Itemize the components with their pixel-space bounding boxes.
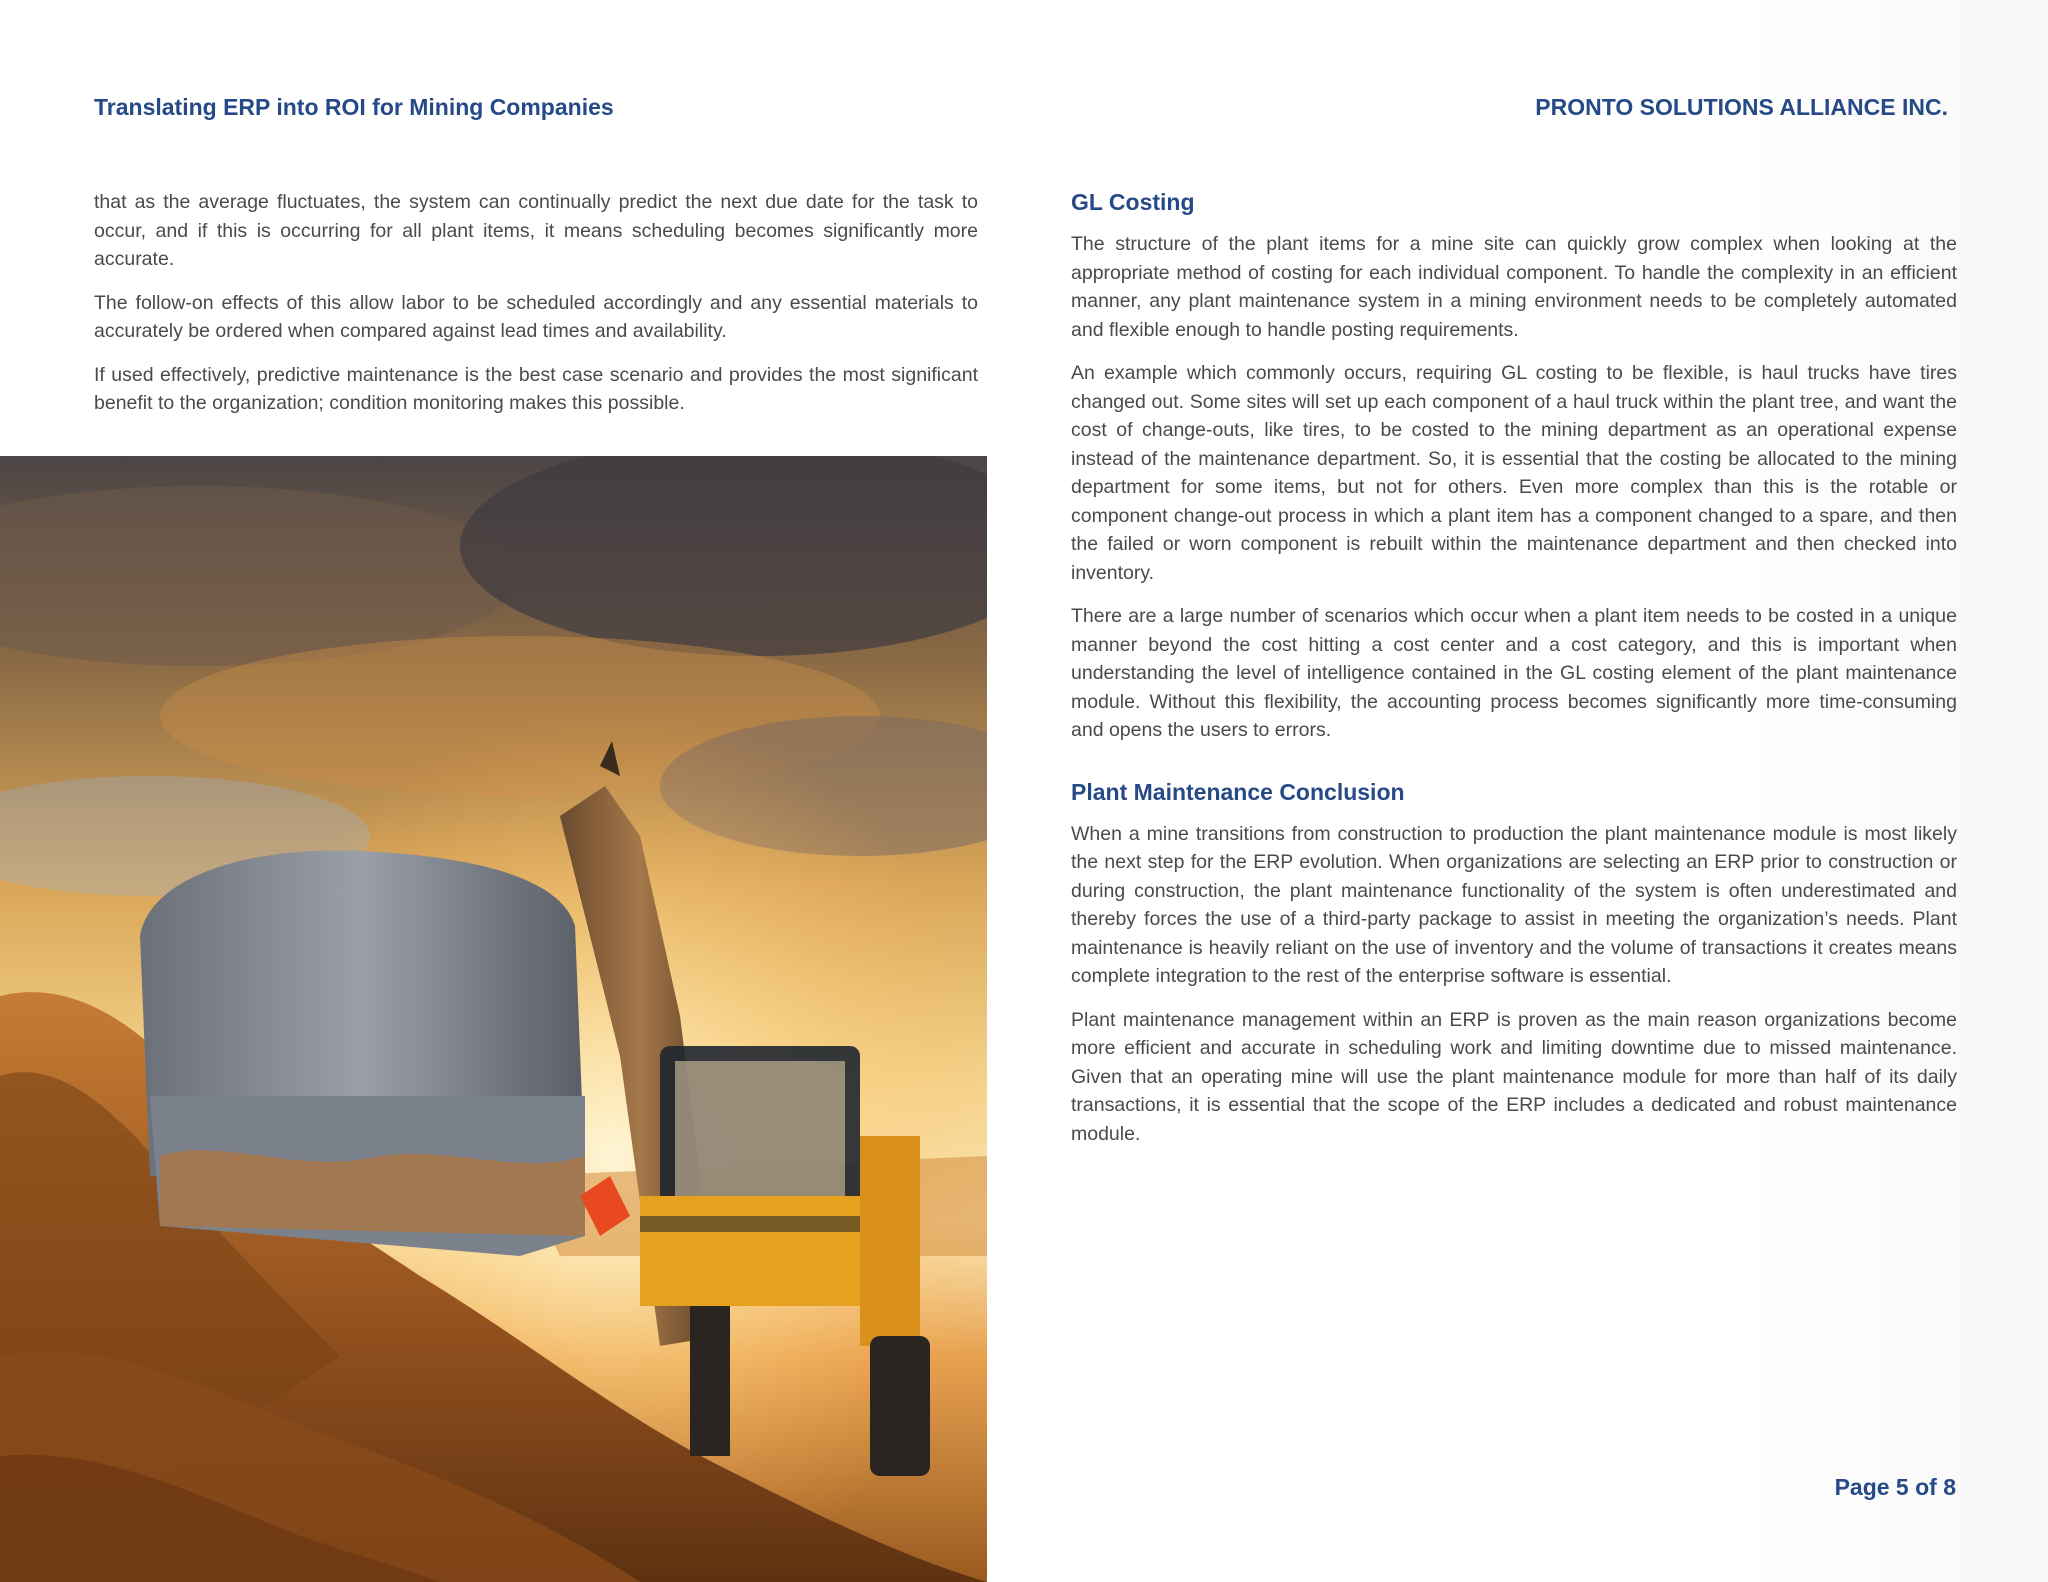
left-column	[94, 188, 978, 433]
paragraph: An example which commonly occurs, requiring GL costing to be flexible, is haul trucks have tires changed out. Some sites will set up each component of a haul truck within the plant tree, and want the cost of change-outs, like tires, to be costed to the mining department as an operational expense instead of the maintenance department. So, it is essential that the costing be allocated to the mining department for some items, but not for others. Even more complex than this is the rotable or component change-out process in which a plant item has a component changed to a spare, and then the failed or worn component is rebuilt within the maintenance department and then checked into inventory.	[1071, 362, 1957, 584]
section-spacer	[1071, 760, 1957, 778]
paragraph: that as the average fluctuates, the system can continually predict the next due date for the task to occur, and if this is occurring for all plant items, it means scheduling becomes significantly more accurate.	[94, 191, 978, 270]
section-heading-gl-costing: GL Costing	[1071, 189, 1195, 215]
organization-name: PRONTO SOLUTIONS ALLIANCE INC.	[1535, 94, 1948, 120]
paragraph: The structure of the plant items for a mine site can quickly grow complex when looking at the appropriate method of costing for each individual component. To handle the complexity in an efficient manner, any plant maintenance system in a mining environment needs to be completely automated and flexible enough to handle posting requirements.	[1071, 233, 1957, 341]
paragraph: When a mine transitions from construction to production the plant maintenance module is most likely the next step for the ERP evolution. When organizations are selecting an ERP prior to construction or during construction, the plant maintenance functionality of the system is often underestimated and thereby forces the use of a third-party package to assist in meeting the organization’s needs. Plant maintenance is heavily reliant on the use of inventory and the volume of transactions it creates means complete integration to the rest of the enterprise software is essential.	[1071, 822, 1957, 987]
excavator-photo	[0, 456, 987, 1582]
right-column	[1071, 188, 1957, 1163]
paragraph: If used effectively, predictive maintenance is the best case scenario and provides the most significant benefit to the organization; condition monitoring makes this possible.	[94, 363, 978, 414]
section-heading-plant-maintenance-conclusion: Plant Maintenance Conclusion	[1071, 778, 1405, 805]
paragraph: The follow-on effects of this allow labor to be scheduled accordingly and any essential materials to accurately be ordered when compared against lead times and availability.	[94, 291, 978, 342]
paragraph: Plant maintenance management within an ERP is proven as the main reason organizations become more efficient and accurate in scheduling work and limiting downtime due to missed maintenance. Given that an operating mine will use the plant maintenance module for more than half of its daily transactions, it is essential that the scope of the ERP includes a dedicated and robust maintenance module.	[1071, 1008, 1957, 1145]
page-number: Page 5 of 8	[1834, 1474, 1956, 1500]
document-running-title: Translating ERP into ROI for Mining Companies	[94, 94, 614, 120]
paragraph: There are a large number of scenarios which occur when a plant item needs to be costed in a unique manner beyond the cost hitting a cost center and a cost category, and this is important when understanding the level of intelligence contained in the GL costing element of the plant maintenance module. Without this flexibility, the accounting process becomes significantly more time-consuming and opens the users to errors.	[1071, 605, 1957, 741]
